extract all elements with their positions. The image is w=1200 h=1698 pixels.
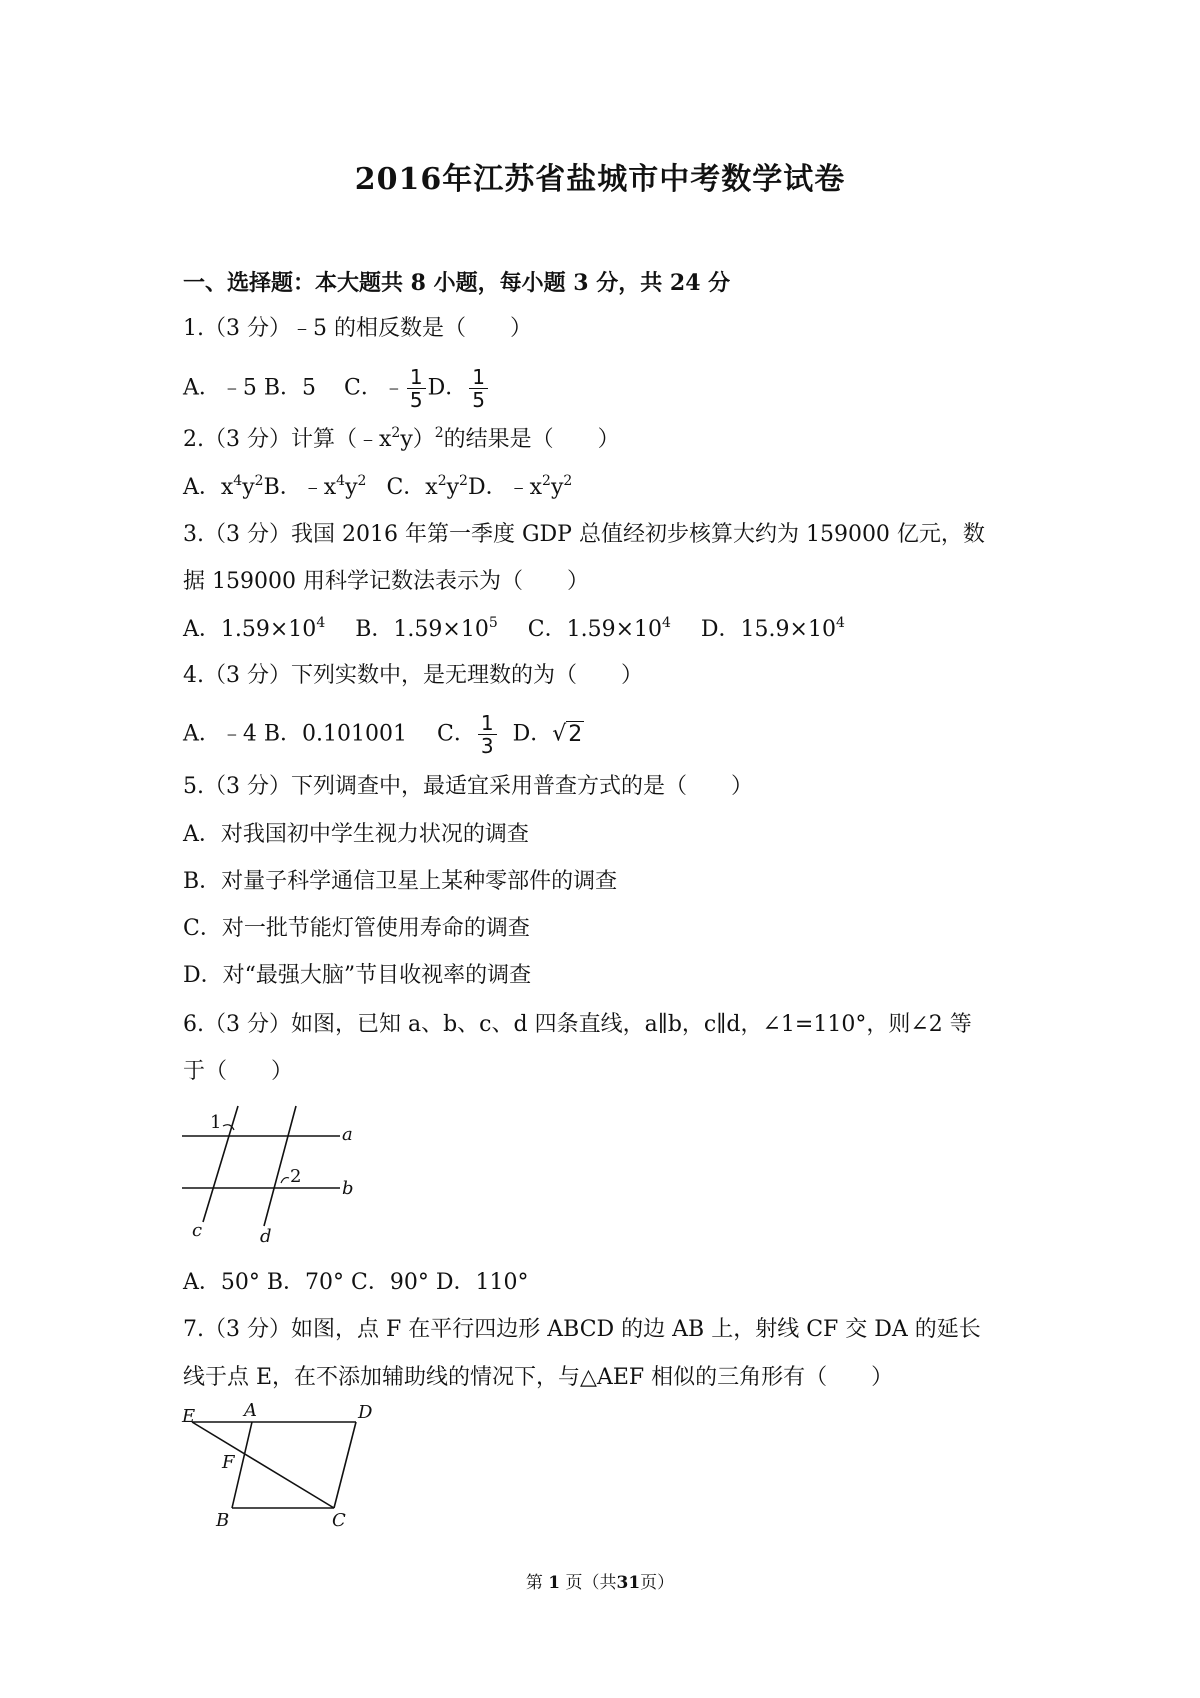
question-4-stem: 4.（3 分）下列实数中，是无理数的为（ ）: [183, 663, 643, 688]
q7-parallelogram-figure: [178, 1400, 378, 1530]
question-6-options: A．50° B．70° C．90° D．110°: [183, 1270, 529, 1295]
question-2-stem: 2.（3 分）计算$(﹣x^2y)^2$的结果是（ ）: [183, 425, 620, 452]
label-A: A: [244, 1400, 257, 1421]
side-CD: [334, 1422, 356, 1508]
total-pages: 31: [616, 1573, 641, 1593]
label-C: C: [332, 1510, 346, 1530]
label-2: 2: [290, 1166, 302, 1187]
question-6-stem-line-1: 6.（3 分）如图，已知 a、b、c、d 四条直线，a∥b，c∥d，∠1=110°，则∠2 等: [183, 1012, 972, 1037]
q4-option-c-fraction: $\frac{1}{3}$: [478, 712, 497, 757]
question-5-option-b: B．对量子科学通信卫星上某种零部件的调查: [183, 869, 618, 894]
label-E: E: [182, 1406, 196, 1427]
label-c: c: [192, 1220, 203, 1241]
question-6-stem-line-2: 于（ ）: [183, 1059, 294, 1084]
question-1-options: [183, 366, 490, 411]
question-4-options: A．﹣4 B．0.101001 C． $\frac{1}{3}$ D．√2: [183, 711, 583, 758]
label-F: F: [222, 1452, 235, 1473]
question-7-stem-line-1: 7.（3 分）如图，点 F 在平行四边形 ABCD 的边 AB 上，射线 CF 交 DA 的延长: [183, 1317, 981, 1342]
question-5-option-c: C．对一批节能灯管使用寿命的调查: [183, 916, 530, 941]
label-a: a: [342, 1124, 353, 1145]
q6-parallel-lines-figure: [178, 1104, 358, 1246]
section-heading: 一、选择题：本大题共 8 小题，每小题 3 分，共 24 分: [183, 270, 731, 296]
ray-CE: [192, 1422, 334, 1508]
label-B: B: [216, 1510, 230, 1530]
question-5-option-d: D．对“最强大脑”节目收视率的调查: [183, 963, 532, 988]
page-title: 2016年江苏省盐城市中考数学试卷: [354, 162, 846, 197]
q1-option-d-fraction: $\frac{1}{5}$: [469, 366, 488, 411]
question-2-options: A．$x^4y^2B$．$﹣x^4y^2$ C．$x^2y^2D$．$﹣x^2y^2$: [183, 473, 573, 500]
angle-2-arc: [281, 1178, 289, 1183]
q4-option-d-sqrt: √2: [552, 721, 583, 747]
current-page: 1: [548, 1573, 561, 1593]
page-footer: 第 1 页（共31页）: [525, 1573, 675, 1593]
question-3-stem-line-1: 3.（3 分）我国 2016 年第一季度 GDP 总值经初步核算大约为 159000 亿元，数: [183, 522, 985, 547]
side-AB: [232, 1422, 252, 1508]
q1-option-ab: A．﹣5 B．5: [183, 375, 317, 401]
question-3-options: A．$1.59\times 10^4$ B．$1.59\times 10^5$ C．$1.59\times 10^4$ D．$15.9\times 10^4$: [183, 615, 845, 642]
q1-option-c-fraction: $\frac{1}{5}$: [407, 366, 426, 411]
question-3-stem-line-2: 据 159000 用科学记数法表示为（ ）: [183, 569, 589, 594]
question-5-stem: 5.（3 分）下列调查中，最适宜采用普查方式的是（ ）: [183, 774, 753, 799]
label-b: b: [342, 1178, 354, 1199]
label-d: d: [260, 1226, 272, 1246]
label-1: 1: [210, 1112, 222, 1133]
q1-option-c-label: C．﹣: [344, 375, 405, 401]
q1-option-d-label: D．: [427, 375, 468, 401]
label-D: D: [358, 1402, 373, 1423]
question-5-option-a: A．对我国初中学生视力状况的调查: [183, 822, 529, 847]
question-1-stem: 1.（3 分）﹣5 的相反数是（ ）: [183, 316, 532, 341]
question-7-stem-line-2: 线于点 E，在不添加辅助线的情况下，与△AEF 相似的三角形有（ ）: [183, 1365, 894, 1390]
